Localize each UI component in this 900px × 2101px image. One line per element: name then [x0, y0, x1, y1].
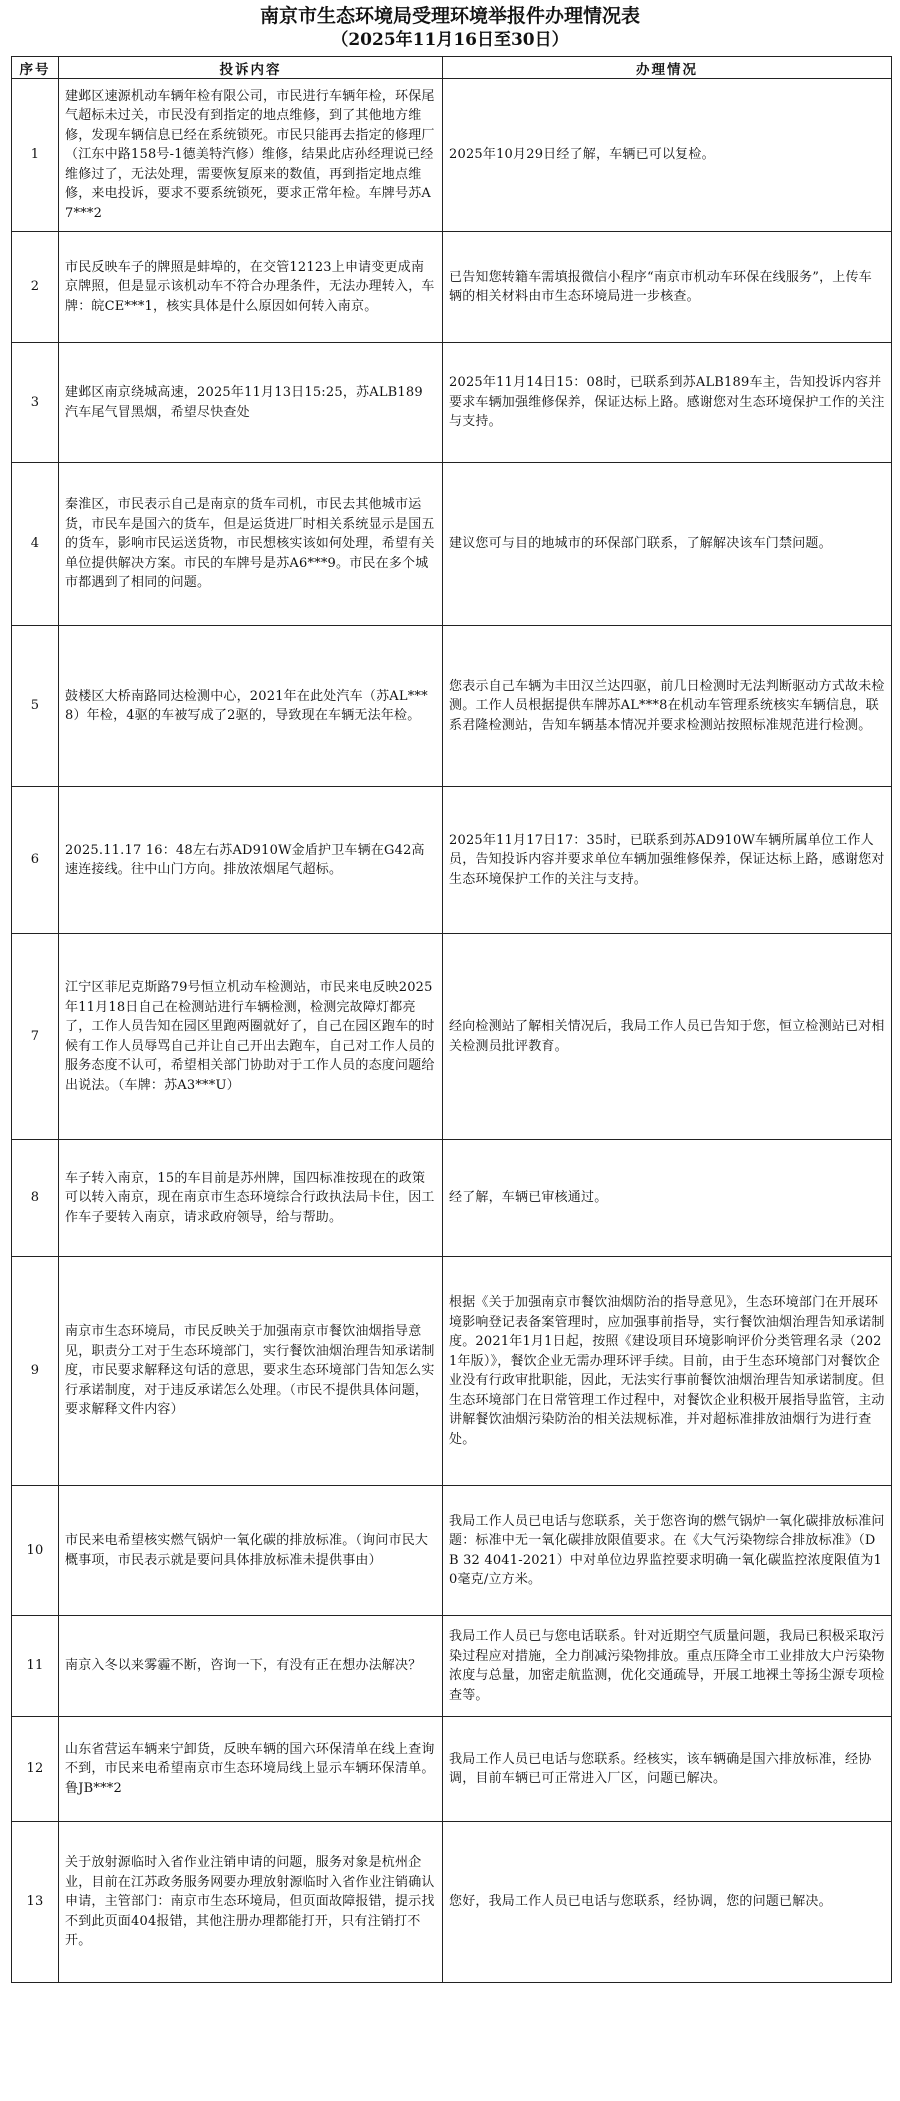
handling-cell: 您表示自己车辆为丰田汉兰达四驱，前几日检测时无法判断驱动方式故未检测。工作人员根据提供车牌苏AL***8在机动车管理系统核实车辆信息，联系君隆检测站，告知车辆基本情况并要求检测站按照标准规范进行检测。: [443, 626, 892, 787]
handling-cell: 2025年11月17日17：35时，已联系到苏AD910W车辆所属单位工作人员，告知投诉内容并要求单位车辆加强维修保养，保证达标上路，感谢您对生态环境保护工作的关注与支持。: [443, 787, 892, 934]
handling-cell: 建议您可与目的地城市的环保部门联系，了解解决该车门禁问题。: [443, 463, 892, 626]
complaint-cell: 建邺区速源机动车辆年检有限公司，市民进行车辆年检，环保尾气超标未过关，市民没有到指定的地点维修，到了其他地方维修，发现车辆信息已经在系统锁死。市民只能再去指定的修理厂（江东中路158号-1德美特汽修）维修，结果此店孙经理说已经维修过了，无法处理，需要恢复原来的数值，再到指定地点维修，来电投诉，要求不要系统锁死，要求正常年检。车牌号苏A7***2: [59, 79, 443, 232]
table-row: [12, 787, 892, 934]
complaint-cell: 市民反映车子的牌照是蚌埠的，在交管12123上申请变更成南京牌照，但是显示该机动车不符合办理条件，无法办理转入，车牌：皖CE***1，核实具体是什么原因如何转入南京。: [59, 232, 443, 343]
header-complaint: 投诉内容: [59, 57, 443, 79]
header-no: 序号: [12, 57, 59, 79]
handling-cell: 根据《关于加强南京市餐饮油烟防治的指导意见》，生态环境部门在开展环境影响登记表备案管理时，应加强事前指导，实行餐饮油烟治理告知承诺制度。2021年1月1日起，按照《建设项目环境影响评价分类管理名录（2021年版）》，餐饮企业无需办理环评手续。目前，由于生态环境部门对餐饮企业没有行政审批职能，因此，无法实行事前餐饮油烟治理告知承诺制度。但生态环境部门在日常管理工作过程中，对餐饮企业积极开展指导监管，主动讲解餐饮油烟污染防治的相关法规标准，并对超标准排放油烟行为进行查处。: [443, 1257, 892, 1486]
document-date-range: （2025年11月16日至30日）: [331, 30, 569, 50]
complaint-cell: 江宁区菲尼克斯路79号恒立机动车检测站，市民来电反映2025年11月18日自己在检测站进行车辆检测，检测完故障灯都亮了，工作人员告知在园区里跑两圈就好了，自己在园区跑车的时候有工作人员辱骂自己并让自己开出去跑车，自己对工作人员的服务态度不认可，希望相关部门协助对于工作人员的态度问题给出说法。（车牌：苏A3***U）: [59, 934, 443, 1140]
handling-cell: 经了解，车辆已审核通过。: [443, 1140, 892, 1257]
table-row: [12, 1822, 892, 1983]
table-row: [12, 1486, 892, 1616]
table-row: [12, 1616, 892, 1717]
complaint-cell: 市民来电希望核实燃气锅炉一氧化碳的排放标准。（询问市民大概事项，市民表示就是要问具体排放标准未提供事由）: [59, 1486, 443, 1616]
handling-cell: 2025年11月14日15：08时，已联系到苏ALB189车主，告知投诉内容并要求车辆加强维修保养，保证达标上路。感谢您对生态环境保护工作的关注与支持。: [443, 343, 892, 463]
table-row: [12, 232, 892, 343]
table-header-row: [12, 57, 892, 79]
handling-cell: 您好，我局工作人员已电话与您联系，经协调，您的问题已解决。: [443, 1822, 892, 1983]
row-number: 8: [12, 1140, 59, 1257]
table-row: [12, 463, 892, 626]
complaint-cell: 山东省营运车辆来宁卸货，反映车辆的国六环保清单在线上查询不到，市民来电希望南京市生态环境局线上显示车辆环保清单。鲁JB***2: [59, 1717, 443, 1822]
handling-cell: 我局工作人员已与您电话联系。针对近期空气质量问题，我局已积极采取污染过程应对措施，全力削减污染物排放。重点压降全市工业排放大户污染物浓度与总量，加密走航监测，优化交通疏导，开展工地裸土等扬尘源专项检查等。: [443, 1616, 892, 1717]
complaint-cell: 南京市生态环境局，市民反映关于加强南京市餐饮油烟指导意见，职责分工对于生态环境部门，实行餐饮油烟治理告知承诺制度，市民要求解释这句话的意思，要求生态环境部门告知怎么实行承诺制度，对于违反承诺怎么处理。（市民不提供具体问题，要求解释文件内容）: [59, 1257, 443, 1486]
row-number: 10: [12, 1486, 59, 1616]
complaint-cell: 建邺区南京绕城高速，2025年11月13日15:25，苏ALB189汽车尾气冒黑烟，希望尽快查处: [59, 343, 443, 463]
complaint-cell: 南京入冬以来雾霾不断，咨询一下，有没有正在想办法解决？: [59, 1616, 443, 1717]
table-row: [12, 934, 892, 1140]
handling-cell: 2025年10月29日经了解，车辆已可以复检。: [443, 79, 892, 232]
complaint-cell: 鼓楼区大桥南路同达检测中心，2021年在此处汽车（苏AL***8）年检，4驱的车被写成了2驱的，导致现在车辆无法年检。: [59, 626, 443, 787]
complaint-cell: 关于放射源临时入省作业注销申请的问题，服务对象是杭州企业，目前在江苏政务服务网要办理放射源临时入省作业注销确认申请，主管部门：南京市生态环境局，但页面故障报错，提示找不到此页面404报错，其他注册办理都能打开，只有注销打不开。: [59, 1822, 443, 1983]
row-number: 2: [12, 232, 59, 343]
table-row: [12, 1257, 892, 1486]
table-row: [12, 1140, 892, 1257]
complaint-cell: 秦淮区，市民表示自己是南京的货车司机，市民去其他城市运货，市民车是国六的货车，但是运货进厂时相关系统显示是国五的货车，影响市民运送货物，市民想核实该如何处理，希望有关单位提供解决方案。市民的车牌号是苏A6***9。市民在多个城市都遇到了相同的问题。: [59, 463, 443, 626]
complaint-cell: 车子转入南京，15的车目前是苏州牌，国四标准按现在的政策可以转入南京，现在南京市生态环境综合行政执法局卡住，因工作车子要转入南京，请求政府领导，给与帮助。: [59, 1140, 443, 1257]
row-number: 9: [12, 1257, 59, 1486]
handling-cell: 我局工作人员已电话与您联系，关于您咨询的燃气锅炉一氧化碳排放标准问题：标准中无一氧化碳排放限值要求。在《大气污染物综合排放标准》（DB 32 4041-2021）中对单位边界监控要求明确一氧化碳监控浓度限值为10毫克/立方米。: [443, 1486, 892, 1616]
row-number: 6: [12, 787, 59, 934]
row-number: 1: [12, 79, 59, 232]
handling-cell: 已告知您转籍车需填报微信小程序“南京市机动车环保在线服务”，上传车辆的相关材料由市生态环境局进一步核查。: [443, 232, 892, 343]
handling-cell: 我局工作人员已电话与您联系。经核实，该车辆确是国六排放标准，经协调，目前车辆已可正常进入厂区，问题已解决。: [443, 1717, 892, 1822]
table-row: [12, 626, 892, 787]
row-number: 4: [12, 463, 59, 626]
row-number: 5: [12, 626, 59, 787]
row-number: 13: [12, 1822, 59, 1983]
row-number: 11: [12, 1616, 59, 1717]
handling-cell: 经向检测站了解相关情况后，我局工作人员已告知于您，恒立检测站已对相关检测员批评教育。: [443, 934, 892, 1140]
header-handling: 办理情况: [443, 57, 892, 79]
row-number: 12: [12, 1717, 59, 1822]
row-number: 7: [12, 934, 59, 1140]
table-row: [12, 79, 892, 232]
complaint-table: [11, 56, 892, 1983]
complaint-cell: 2025.11.17 16：48左右苏AD910W金盾护卫车辆在G42高速连接线。往中山门方向。排放浓烟尾气超标。: [59, 787, 443, 934]
document-title: 南京市生态环境局受理环境举报件办理情况表: [259, 5, 640, 27]
table-row: [12, 1717, 892, 1822]
table-row: [12, 343, 892, 463]
row-number: 3: [12, 343, 59, 463]
